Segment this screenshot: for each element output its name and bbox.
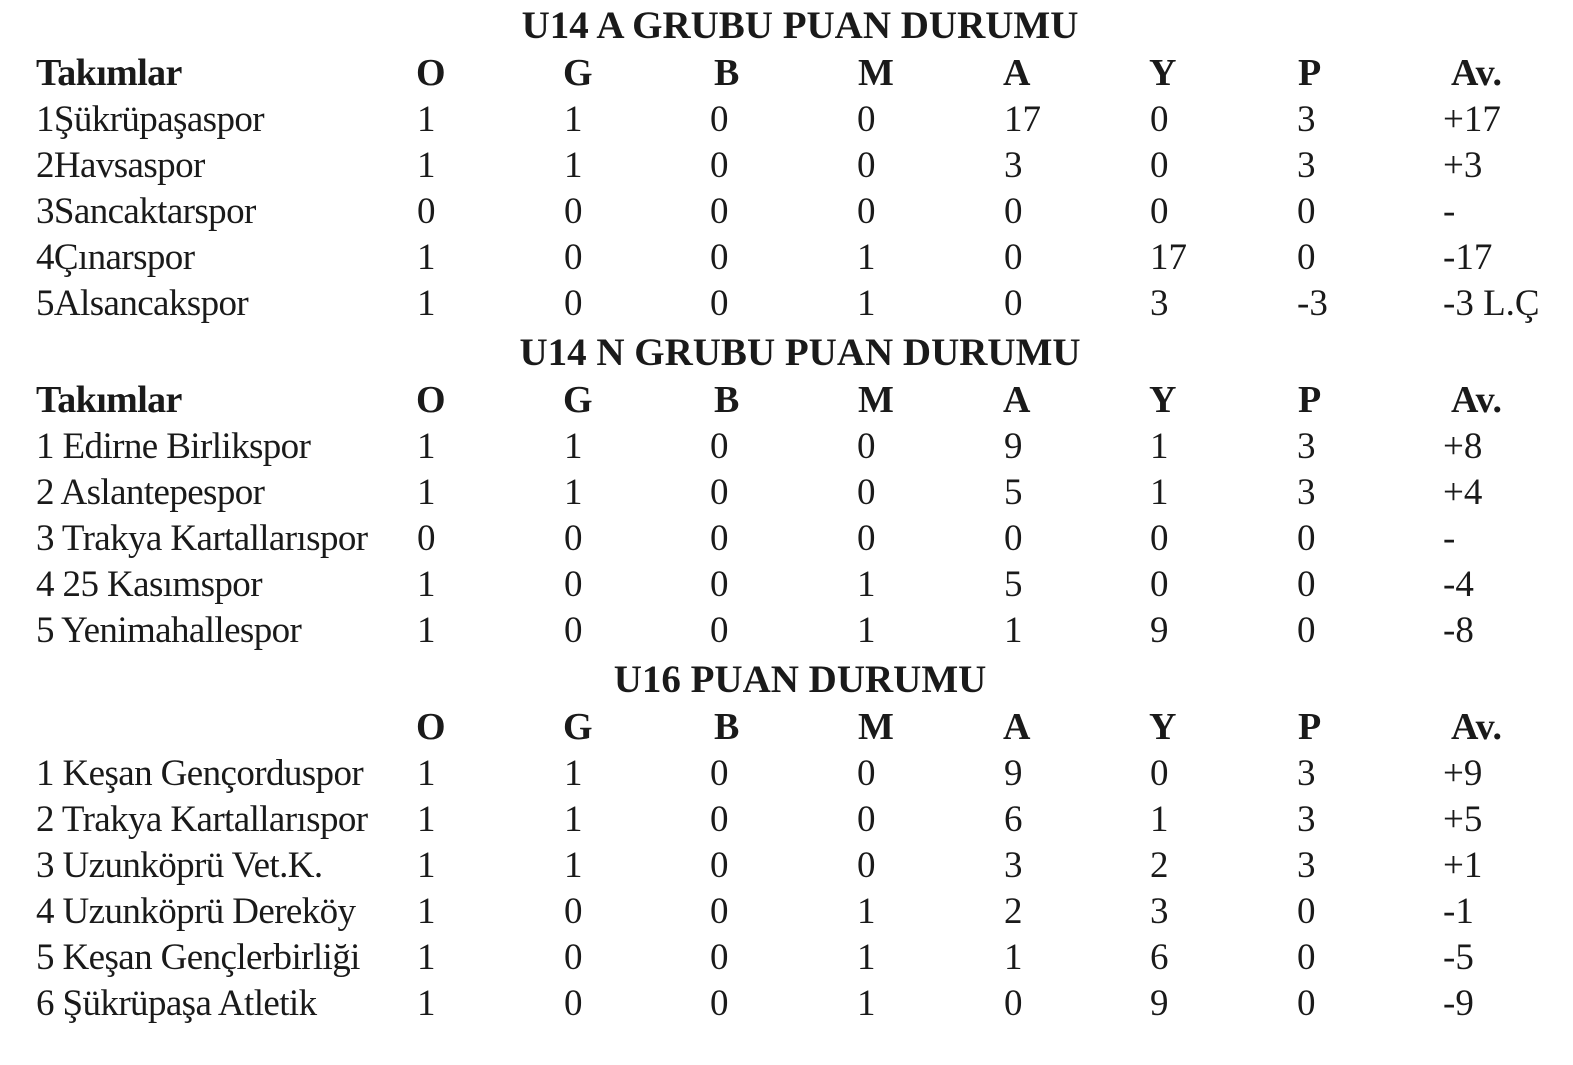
goals-for-value: 0: [1004, 191, 1023, 232]
drawn-value: 0: [710, 426, 729, 467]
goals-against-value: 0: [1150, 99, 1169, 140]
goals-against-value: 1: [1150, 799, 1169, 840]
lost-value: 1: [857, 983, 876, 1024]
goals-against-value: 0: [1150, 753, 1169, 794]
table-row: [0, 235, 1573, 281]
goals-for-value: 9: [1004, 753, 1023, 794]
points-value: 3: [1297, 472, 1316, 513]
points-value: -3: [1297, 283, 1328, 324]
goal-difference-value: -17: [1443, 237, 1493, 278]
table-row: [0, 516, 1573, 562]
won-value: 1: [564, 99, 583, 140]
header-y: Y: [1149, 52, 1177, 94]
header-y: Y: [1149, 379, 1177, 421]
points-value: 0: [1297, 983, 1316, 1024]
drawn-value: 0: [710, 237, 729, 278]
table-header-row: [0, 50, 1573, 96]
goals-for-value: 0: [1004, 283, 1023, 324]
drawn-value: 0: [710, 283, 729, 324]
table-row: [0, 935, 1573, 981]
points-value: 3: [1297, 426, 1316, 467]
table-title-u14-a: U14 A GRUBU PUAN DURUMU: [521, 4, 1079, 47]
team-name: 2Havsaspor: [36, 145, 205, 186]
table-title-u14-n: U14 N GRUBU PUAN DURUMU: [519, 331, 1081, 374]
goals-for-value: 2: [1004, 891, 1023, 932]
played-value: 1: [417, 937, 436, 978]
won-value: 0: [564, 891, 583, 932]
lost-value: 1: [857, 891, 876, 932]
team-name: 4 25 Kasımspor: [36, 564, 262, 605]
table-row: [0, 189, 1573, 235]
goal-difference-value: -3 L.Ç: [1443, 283, 1540, 324]
points-value: 0: [1297, 891, 1316, 932]
lost-value: 0: [857, 191, 876, 232]
drawn-value: 0: [710, 845, 729, 886]
team-name: 6 Şükrüpaşa Atletik: [36, 983, 317, 1024]
header-g: G: [563, 706, 593, 748]
table-row: [0, 843, 1573, 889]
drawn-value: 0: [710, 518, 729, 559]
goals-for-value: 6: [1004, 799, 1023, 840]
lost-value: 0: [857, 145, 876, 186]
goals-for-value: 1: [1004, 610, 1023, 651]
drawn-value: 0: [710, 891, 729, 932]
played-value: 1: [417, 426, 436, 467]
header-av: Av.: [1451, 706, 1503, 748]
points-value: 3: [1297, 753, 1316, 794]
played-value: 1: [417, 799, 436, 840]
lost-value: 0: [857, 518, 876, 559]
goals-against-value: 3: [1150, 283, 1169, 324]
team-name: 4Çınarspor: [36, 237, 195, 278]
team-name: 3 Uzunköprü Vet.K.: [36, 845, 323, 886]
team-name: 1 Keşan Gençorduspor: [36, 753, 364, 794]
drawn-value: 0: [710, 983, 729, 1024]
played-value: 1: [417, 845, 436, 886]
lost-value: 1: [857, 564, 876, 605]
header-av: Av.: [1451, 52, 1503, 94]
goals-against-value: 0: [1150, 191, 1169, 232]
header-g: G: [563, 379, 593, 421]
header-m: M: [858, 379, 894, 421]
goals-for-value: 0: [1004, 237, 1023, 278]
header-a: A: [1003, 706, 1031, 748]
played-value: 0: [417, 518, 436, 559]
points-value: 3: [1297, 145, 1316, 186]
drawn-value: 0: [710, 753, 729, 794]
won-value: 0: [564, 283, 583, 324]
drawn-value: 0: [710, 564, 729, 605]
header-p: P: [1298, 379, 1322, 421]
points-value: 0: [1297, 610, 1316, 651]
header-av: Av.: [1451, 379, 1503, 421]
won-value: 0: [564, 518, 583, 559]
header-b: B: [714, 379, 740, 421]
goal-difference-value: -5: [1443, 937, 1474, 978]
goals-for-value: 0: [1004, 983, 1023, 1024]
lost-value: 0: [857, 426, 876, 467]
table-row: [0, 281, 1573, 327]
goal-difference-value: -4: [1443, 564, 1474, 605]
points-value: 0: [1297, 564, 1316, 605]
table-row: [0, 608, 1573, 654]
goals-against-value: 0: [1150, 145, 1169, 186]
played-value: 1: [417, 753, 436, 794]
team-name: 3 Trakya Kartallarıspor: [36, 518, 368, 559]
goal-difference-value: +3: [1443, 145, 1483, 186]
table-row: [0, 751, 1573, 797]
won-value: 1: [564, 426, 583, 467]
header-b: B: [714, 706, 740, 748]
goal-difference-value: +17: [1443, 99, 1501, 140]
table-row: [0, 981, 1573, 1027]
header-p: P: [1298, 52, 1322, 94]
table-row: [0, 562, 1573, 608]
lost-value: 1: [857, 283, 876, 324]
drawn-value: 0: [710, 610, 729, 651]
drawn-value: 0: [710, 472, 729, 513]
goals-against-value: 1: [1150, 472, 1169, 513]
goals-against-value: 1: [1150, 426, 1169, 467]
team-name: 2 Trakya Kartallarıspor: [36, 799, 368, 840]
goals-for-value: 0: [1004, 518, 1023, 559]
goal-difference-value: -: [1443, 191, 1456, 232]
points-value: 0: [1297, 937, 1316, 978]
team-name: 1 Edirne Birlikspor: [36, 426, 311, 467]
lost-value: 0: [857, 472, 876, 513]
lost-value: 1: [857, 610, 876, 651]
played-value: 1: [417, 237, 436, 278]
points-value: 3: [1297, 799, 1316, 840]
goals-against-value: 3: [1150, 891, 1169, 932]
table-row: [0, 889, 1573, 935]
won-value: 0: [564, 564, 583, 605]
goals-for-value: 3: [1004, 845, 1023, 886]
points-value: 0: [1297, 191, 1316, 232]
header-p: P: [1298, 706, 1322, 748]
goals-for-value: 5: [1004, 564, 1023, 605]
points-value: 0: [1297, 518, 1316, 559]
lost-value: 0: [857, 799, 876, 840]
table-row: [0, 424, 1573, 470]
points-value: 3: [1297, 99, 1316, 140]
table-title-u16: U16 PUAN DURUMU: [613, 658, 987, 701]
goal-difference-value: +9: [1443, 753, 1483, 794]
header-y: Y: [1149, 706, 1177, 748]
goals-for-value: 3: [1004, 145, 1023, 186]
goals-for-value: 1: [1004, 937, 1023, 978]
goal-difference-value: +1: [1443, 845, 1483, 886]
won-value: 1: [564, 753, 583, 794]
goal-difference-value: +4: [1443, 472, 1483, 513]
team-name: 5Alsancakspor: [36, 283, 249, 324]
lost-value: 1: [857, 937, 876, 978]
header-m: M: [858, 706, 894, 748]
goal-difference-value: -1: [1443, 891, 1474, 932]
table-row: [0, 97, 1573, 143]
played-value: 1: [417, 145, 436, 186]
won-value: 0: [564, 983, 583, 1024]
played-value: 1: [417, 472, 436, 513]
drawn-value: 0: [710, 937, 729, 978]
goals-for-value: 17: [1004, 99, 1041, 140]
played-value: 1: [417, 564, 436, 605]
table-header-row: [0, 704, 1573, 750]
table-header-row: [0, 377, 1573, 423]
goals-against-value: 9: [1150, 983, 1169, 1024]
lost-value: 1: [857, 237, 876, 278]
header-a: A: [1003, 52, 1031, 94]
lost-value: 0: [857, 845, 876, 886]
team-name: 5 Yenimahallespor: [36, 610, 302, 651]
table-row: [0, 797, 1573, 843]
won-value: 1: [564, 472, 583, 513]
team-name: 4 Uzunköprü Dereköy: [36, 891, 356, 932]
played-value: 1: [417, 983, 436, 1024]
goals-against-value: 0: [1150, 518, 1169, 559]
drawn-value: 0: [710, 191, 729, 232]
table-row: [0, 470, 1573, 516]
header-team: Takımlar: [36, 52, 182, 94]
won-value: 0: [564, 191, 583, 232]
goal-difference-value: +5: [1443, 799, 1483, 840]
goal-difference-value: -: [1443, 518, 1456, 559]
goals-for-value: 9: [1004, 426, 1023, 467]
goals-against-value: 0: [1150, 564, 1169, 605]
header-a: A: [1003, 379, 1031, 421]
goals-against-value: 9: [1150, 610, 1169, 651]
played-value: 1: [417, 99, 436, 140]
team-name: 5 Keşan Gençlerbirliği: [36, 937, 360, 978]
won-value: 0: [564, 610, 583, 651]
points-value: 3: [1297, 845, 1316, 886]
goals-for-value: 5: [1004, 472, 1023, 513]
goals-against-value: 2: [1150, 845, 1169, 886]
team-name: 2 Aslantepespor: [36, 472, 265, 513]
played-value: 1: [417, 891, 436, 932]
header-b: B: [714, 52, 740, 94]
goal-difference-value: +8: [1443, 426, 1483, 467]
won-value: 0: [564, 237, 583, 278]
points-value: 0: [1297, 237, 1316, 278]
goal-difference-value: -8: [1443, 610, 1474, 651]
played-value: 1: [417, 610, 436, 651]
lost-value: 0: [857, 99, 876, 140]
team-name: 3Sancaktarspor: [36, 191, 256, 232]
table-row: [0, 143, 1573, 189]
drawn-value: 0: [710, 799, 729, 840]
goal-difference-value: -9: [1443, 983, 1474, 1024]
lost-value: 0: [857, 753, 876, 794]
drawn-value: 0: [710, 145, 729, 186]
drawn-value: 0: [710, 99, 729, 140]
header-team: Takımlar: [36, 379, 182, 421]
played-value: 1: [417, 283, 436, 324]
played-value: 0: [417, 191, 436, 232]
won-value: 1: [564, 799, 583, 840]
header-g: G: [563, 52, 593, 94]
header-o: O: [416, 52, 446, 94]
won-value: 0: [564, 937, 583, 978]
header-m: M: [858, 52, 894, 94]
header-o: O: [416, 379, 446, 421]
goals-against-value: 6: [1150, 937, 1169, 978]
goals-against-value: 17: [1150, 237, 1187, 278]
won-value: 1: [564, 845, 583, 886]
header-o: O: [416, 706, 446, 748]
team-name: 1Şükrüpaşaspor: [36, 99, 264, 140]
won-value: 1: [564, 145, 583, 186]
